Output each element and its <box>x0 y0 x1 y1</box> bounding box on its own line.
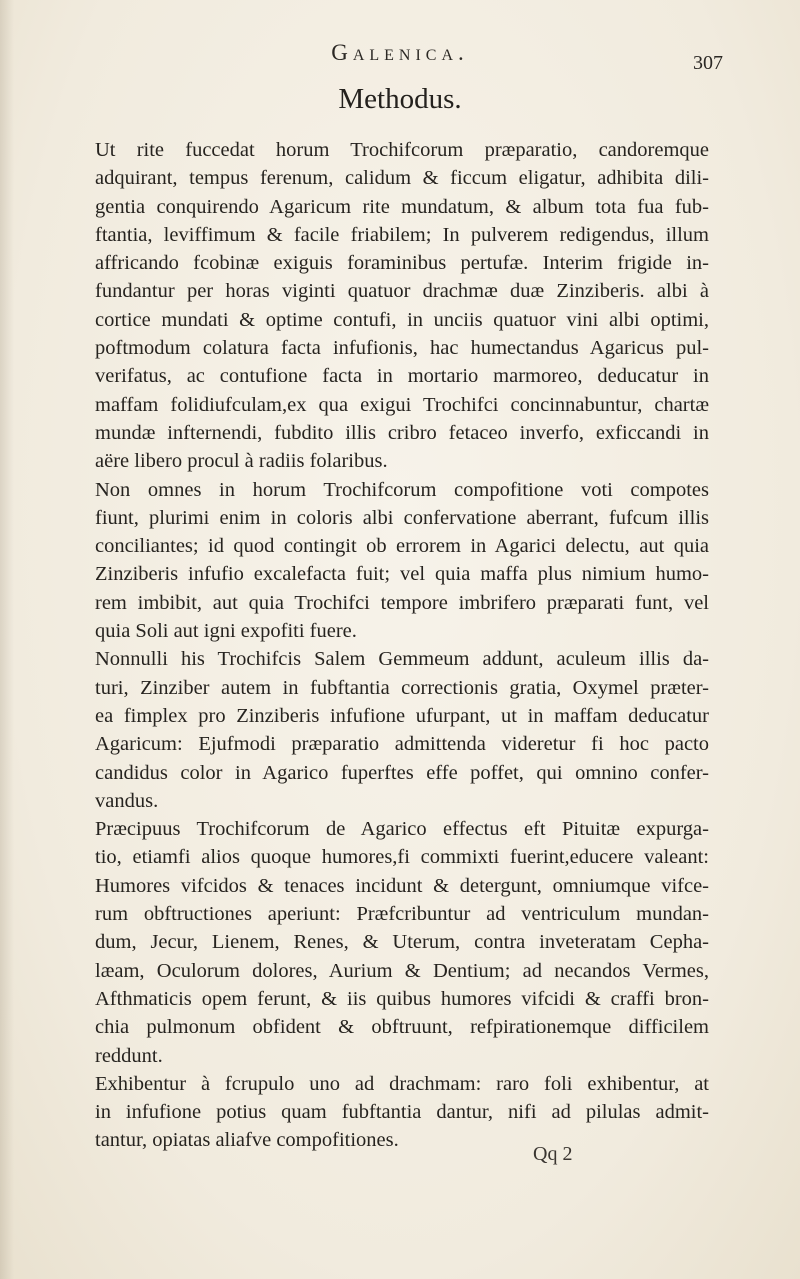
text-line: tantur, opiatas aliafve compofitiones. <box>95 1129 399 1152</box>
text-line: Præcipuus Trochifcorum de Agarico effectus eft Pituitæ expurga- <box>95 818 709 841</box>
text-line: in infufione potius quam fubftantia dantur, nifi ad pilulas admit- <box>95 1101 709 1124</box>
text-line: chia pulmonum obfident & obftruunt, refpirationemque difficilem <box>95 1016 709 1039</box>
text-line: adquirant, tempus ferenum, calidum & ficcum eligatur, adhibita dili- <box>95 167 709 190</box>
text-line: tio, etiamfi alios quoque humores,fi commixti fuerint,educere valeant: <box>95 846 709 869</box>
text-line: quia Soli aut igni expofiti fuere. <box>95 620 357 643</box>
text-line: Non omnes in horum Trochifcorum compofitione voti compotes <box>95 478 709 501</box>
text-line: poftmodum colatura facta infufionis, hac humectandus Agaricus pul- <box>95 337 709 360</box>
signature-mark: Qq 2 <box>533 1143 573 1165</box>
body-text <box>95 136 709 1155</box>
paragraph <box>95 1070 709 1155</box>
text-line: dum, Jecur, Lienem, Renes, & Uterum, contra inveteratam Cepha- <box>95 931 709 954</box>
text-line: rem imbibit, aut quia Trochifci tempore imbrifero præparati funt, vel <box>95 591 709 614</box>
text-line: reddunt. <box>95 1044 163 1067</box>
text-line: vandus. <box>95 789 159 812</box>
paragraph <box>95 476 709 646</box>
text-line: candidus color in Agarico fuperftes effe poffet, qui omnino confer- <box>95 761 709 784</box>
text-line: Agaricum: Ejufmodi præparatio admittenda videretur fi hoc pacto <box>95 733 709 756</box>
running-head: Galenica. <box>331 40 469 65</box>
text-line: Exhibentur à fcrupulo uno ad drachmam: raro foli exhibentur, at <box>95 1072 709 1095</box>
text-line: Afthmaticis opem ferunt, & iis quibus humores vifcidi & craffi bron- <box>95 987 709 1010</box>
page-number: 307 <box>693 52 723 74</box>
text-line: conciliantes; id quod contingit ob errorem in Agarici delectu, aut quia <box>95 535 709 558</box>
text-line: ftantia, leviffimum & facile friabilem; In pulverem redigendus, illum <box>95 223 709 246</box>
text-line: ea fimplex pro Zinziberis infufione ufurpant, ut in maffam deducatur <box>95 704 709 727</box>
text-line: cortice mundati & optime contufi, in unciis quatuor vini albi optimi, <box>95 308 709 331</box>
text-line: fiunt, plurimi enim in coloris albi confervatione aberrant, fufcum illis <box>95 506 709 529</box>
paragraph <box>95 645 709 815</box>
text-line: gentia conquirendo Agaricum rite mundatum, & album tota fua fub- <box>95 195 709 218</box>
text-line: verifatus, ac contufione facta in mortario marmoreo, deducatur in <box>95 365 709 388</box>
gutter-shadow <box>0 0 14 1279</box>
paragraph <box>95 136 709 476</box>
text-line: aëre libero procul à radiis folaribus. <box>95 450 388 473</box>
section-title: Methodus. <box>338 83 462 115</box>
text-line: mundæ infternendi, fubdito illis cribro fetaceo inverfo, exficcandi in <box>95 421 709 444</box>
text-line: affricando fcobinæ exiguis foraminibus pertufæ. Interim frigide in- <box>95 252 709 275</box>
text-line: rum obftructiones aperiunt: Præfcribuntur ad ventriculum mundan- <box>95 903 709 926</box>
text-line: turi, Zinziber autem in fubftantia correctionis gratia, Oxymel præter- <box>95 676 709 699</box>
text-line: Humores vifcidos & tenaces incidunt & detergunt, omniumque vifce- <box>95 874 709 897</box>
text-line: Nonnulli his Trochifcis Salem Gemmeum addunt, aculeum illis da- <box>95 648 709 671</box>
text-line: maffam folidiufculam,ex qua exigui Trochifci concinnabuntur, chartæ <box>95 393 709 416</box>
text-line: fundantur per horas viginti quatuor drachmæ duæ Zinziberis. albi à <box>95 280 709 303</box>
text-line: Ut rite fuccedat horum Trochifcorum præparatio, candoremque <box>95 139 709 161</box>
text-line: Zinziberis infufio excalefacta fuit; vel quia maffa plus nimium humo- <box>95 563 709 586</box>
paragraph <box>95 815 709 1070</box>
text-line: læam, Oculorum dolores, Aurium & Dentium; ad necandos Vermes, <box>95 959 709 982</box>
